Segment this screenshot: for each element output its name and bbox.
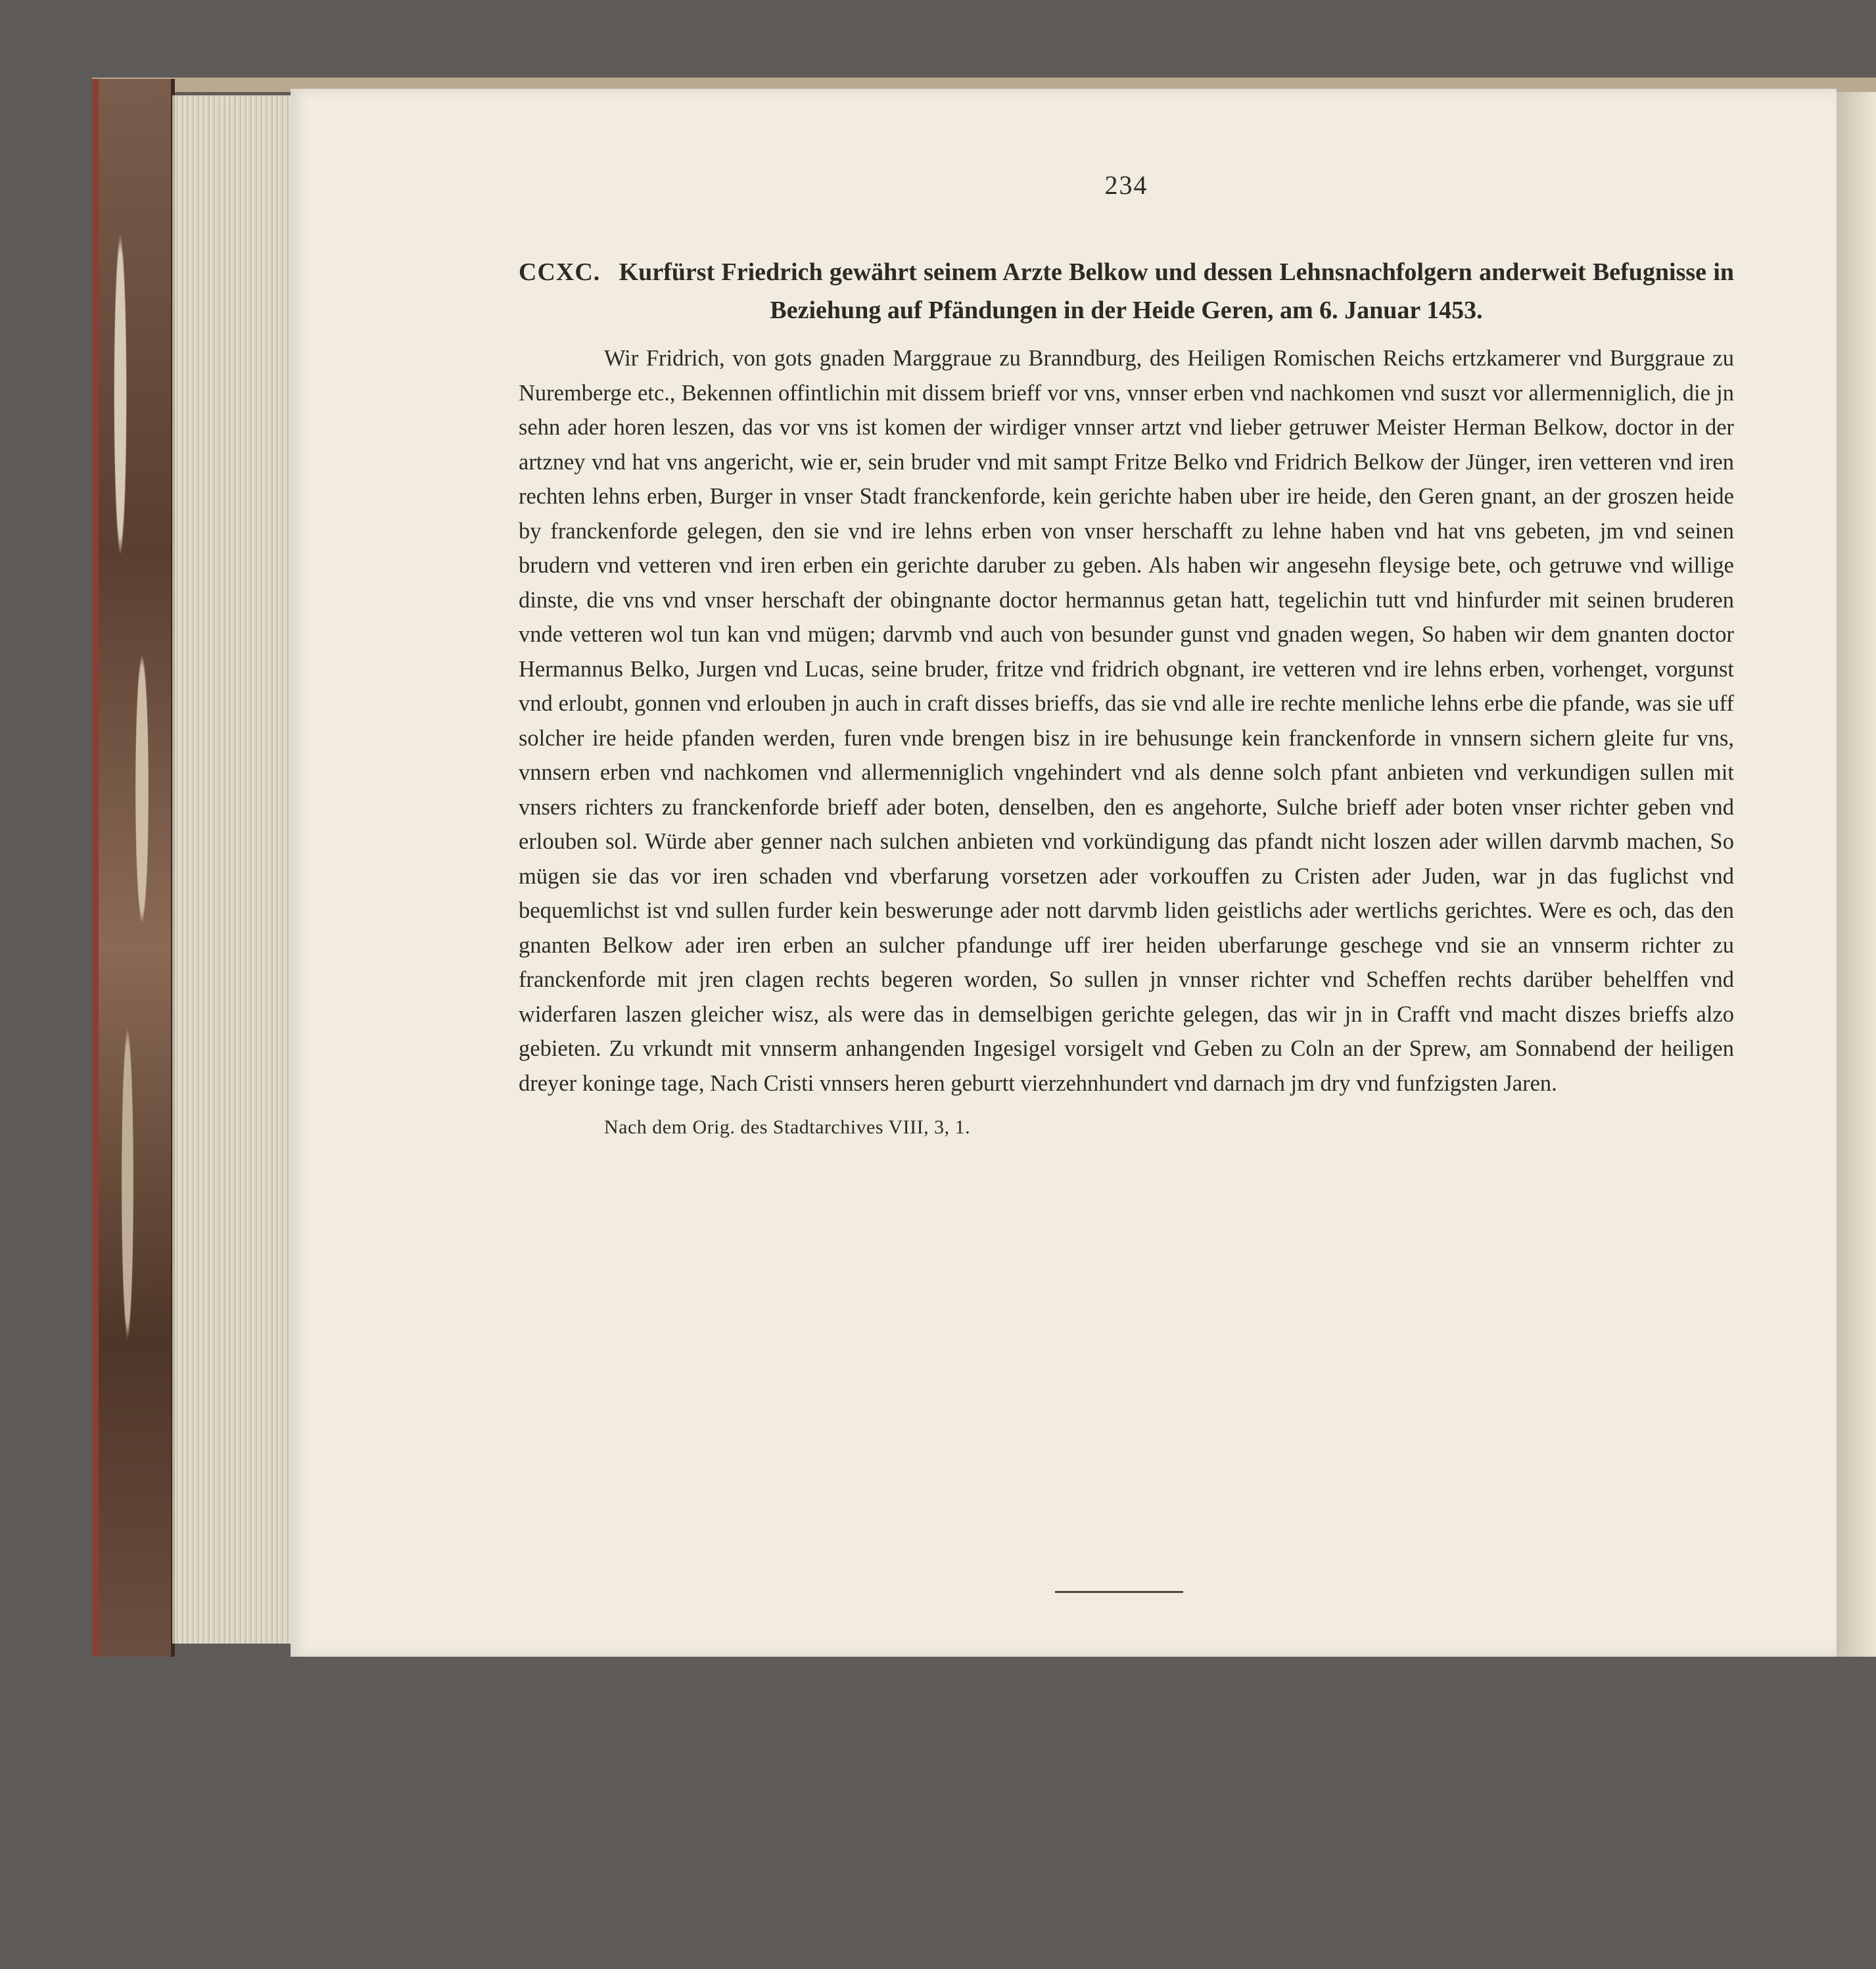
- document-body: Wir Fridrich, von gots gnaden Marggraue zu Branndburg, des Heiligen Romischen Reichs ertzkamerer vnd Burggraue zu Nuremberge etc., Bekennen offintlichin mit dissem brieff vor vns, vnnser erben vnd nachkomen vnd suszt vor allermenniglich, die jn sehn ader horen leszen, das vor vns ist komen der wirdiger vnnser artzt vnd lieber getruwer Meister Herman Belkow, doctor in der artzney vnd hat vns angericht, wie er, sein bruder vnd mit sampt Fritze Belko vnd Fridrich Belkow der Jünger, iren vetteren vnd iren rechten lehns erben, Burger in vnser Stadt franckenforde, kein gerichte haben uber ire heide, den Geren gnant, an der groszen heide by franckenforde gelegen, den sie vnd ire lehns erben von vnser herschafft zu lehne haben vnd hat vns gebeten, jm vnd seinen brudern vnd vetteren vnd iren erben ein gerichte daruber zu geben. Als haben wir angesehn fleysige bete, och getruwe vnd willige dinste, die vns vnd vnser herschaft der obingnante doctor hermannus getan hatt, tegelichin tutt vnd hinfurder mit seinen bruderen vnde vetteren wol tun kan vnd mügen; darvmb vnd auch von besunder gunst vnd gnaden wegen, So haben wir dem gnanten doctor Hermannus Belko, Jurgen vnd Lucas, seine bruder, fritze vnd fridrich obgnant, ire vetteren vnd ire lehns erben, vorhenget, vorgunst vnd erloubt, gonnen vnd erlouben jn auch in craft disses brieffs, das sie vnd alle ire rechte menliche lehns erbe die pfande, was sie uff solcher ire heide pfanden werden, furen vnde brengen bisz in ire behusunge kein franckenforde in vnnsern sichern gleite fur vns, vnnsern erben vnd nachkomen vnd allermenniglich vngehindert vnd als denne solch pfant anbieten vnd verkundigen sullen mit vnsers richters zu franckenforde brieff ader boten, denselben, den es angehorte, Sulche brieff ader boten vnser richter geben vnd erlouben sol. Würde aber genner nach sulchen anbieten vnd vorkündigung das pfandt nicht loszen ader willen darvmb machen, So mügen sie das vor iren schaden vnd vberfarung vorsetzen ader vorkouffen zu Cristen ader Juden, war jn das fuglichst vnd bequemlichst ist vnd sullen furder kein beswerunge ader nott darvmb liden geistlichs ader wertlichs gerichtes. Were es och, das den gnanten Belkow ader iren erben an sulcher pfandunge uff irer heiden uberfarunge geschege vnd sie an vnnserm richter zu franckenforde mit jren clagen rechts begeren worden, So sullen jn vnnser richter vnd Scheffen rechts darüber behelffen vnd widerfaren laszen gleicher wisz, als were das in demselbigen gerichte gelegen, das wir jn in Crafft vnd macht diszes brieffs alzo gebieten. Zu vrkundt mit vnnserm anhangenden Ingesigel vorsigelt vnd Geben zu Coln an der Sprew, am Sonnabend der heiligen dreyer koninge tage, Nach Cristi vnnsers heren geburtt vierzehnhundert vnd darnach jm dry vnd funfzigsten Jaren.: [519, 346, 1734, 1096]
- document-number: CCXC.: [519, 258, 601, 286]
- stacked-page-edges: [172, 95, 293, 1644]
- page-content: [519, 170, 1734, 1139]
- page-number: 234: [1104, 170, 1148, 200]
- source-note: Nach dem Orig. des Stadtarchives VIII, 3, 1.: [604, 1116, 971, 1138]
- marbled-cover: [99, 79, 175, 1657]
- closing-rule: [1055, 1591, 1183, 1593]
- heading-text: Kurfürst Friedrich gewährt seinem Arzte Belkow und dessen Lehnsnachfolgern anderweit Befugnisse in Beziehung auf Pfändungen in der Heide Geren, am 6. Januar 1453.: [619, 258, 1735, 324]
- next-page-edge: [1837, 92, 1876, 1657]
- document-heading: [519, 253, 1734, 329]
